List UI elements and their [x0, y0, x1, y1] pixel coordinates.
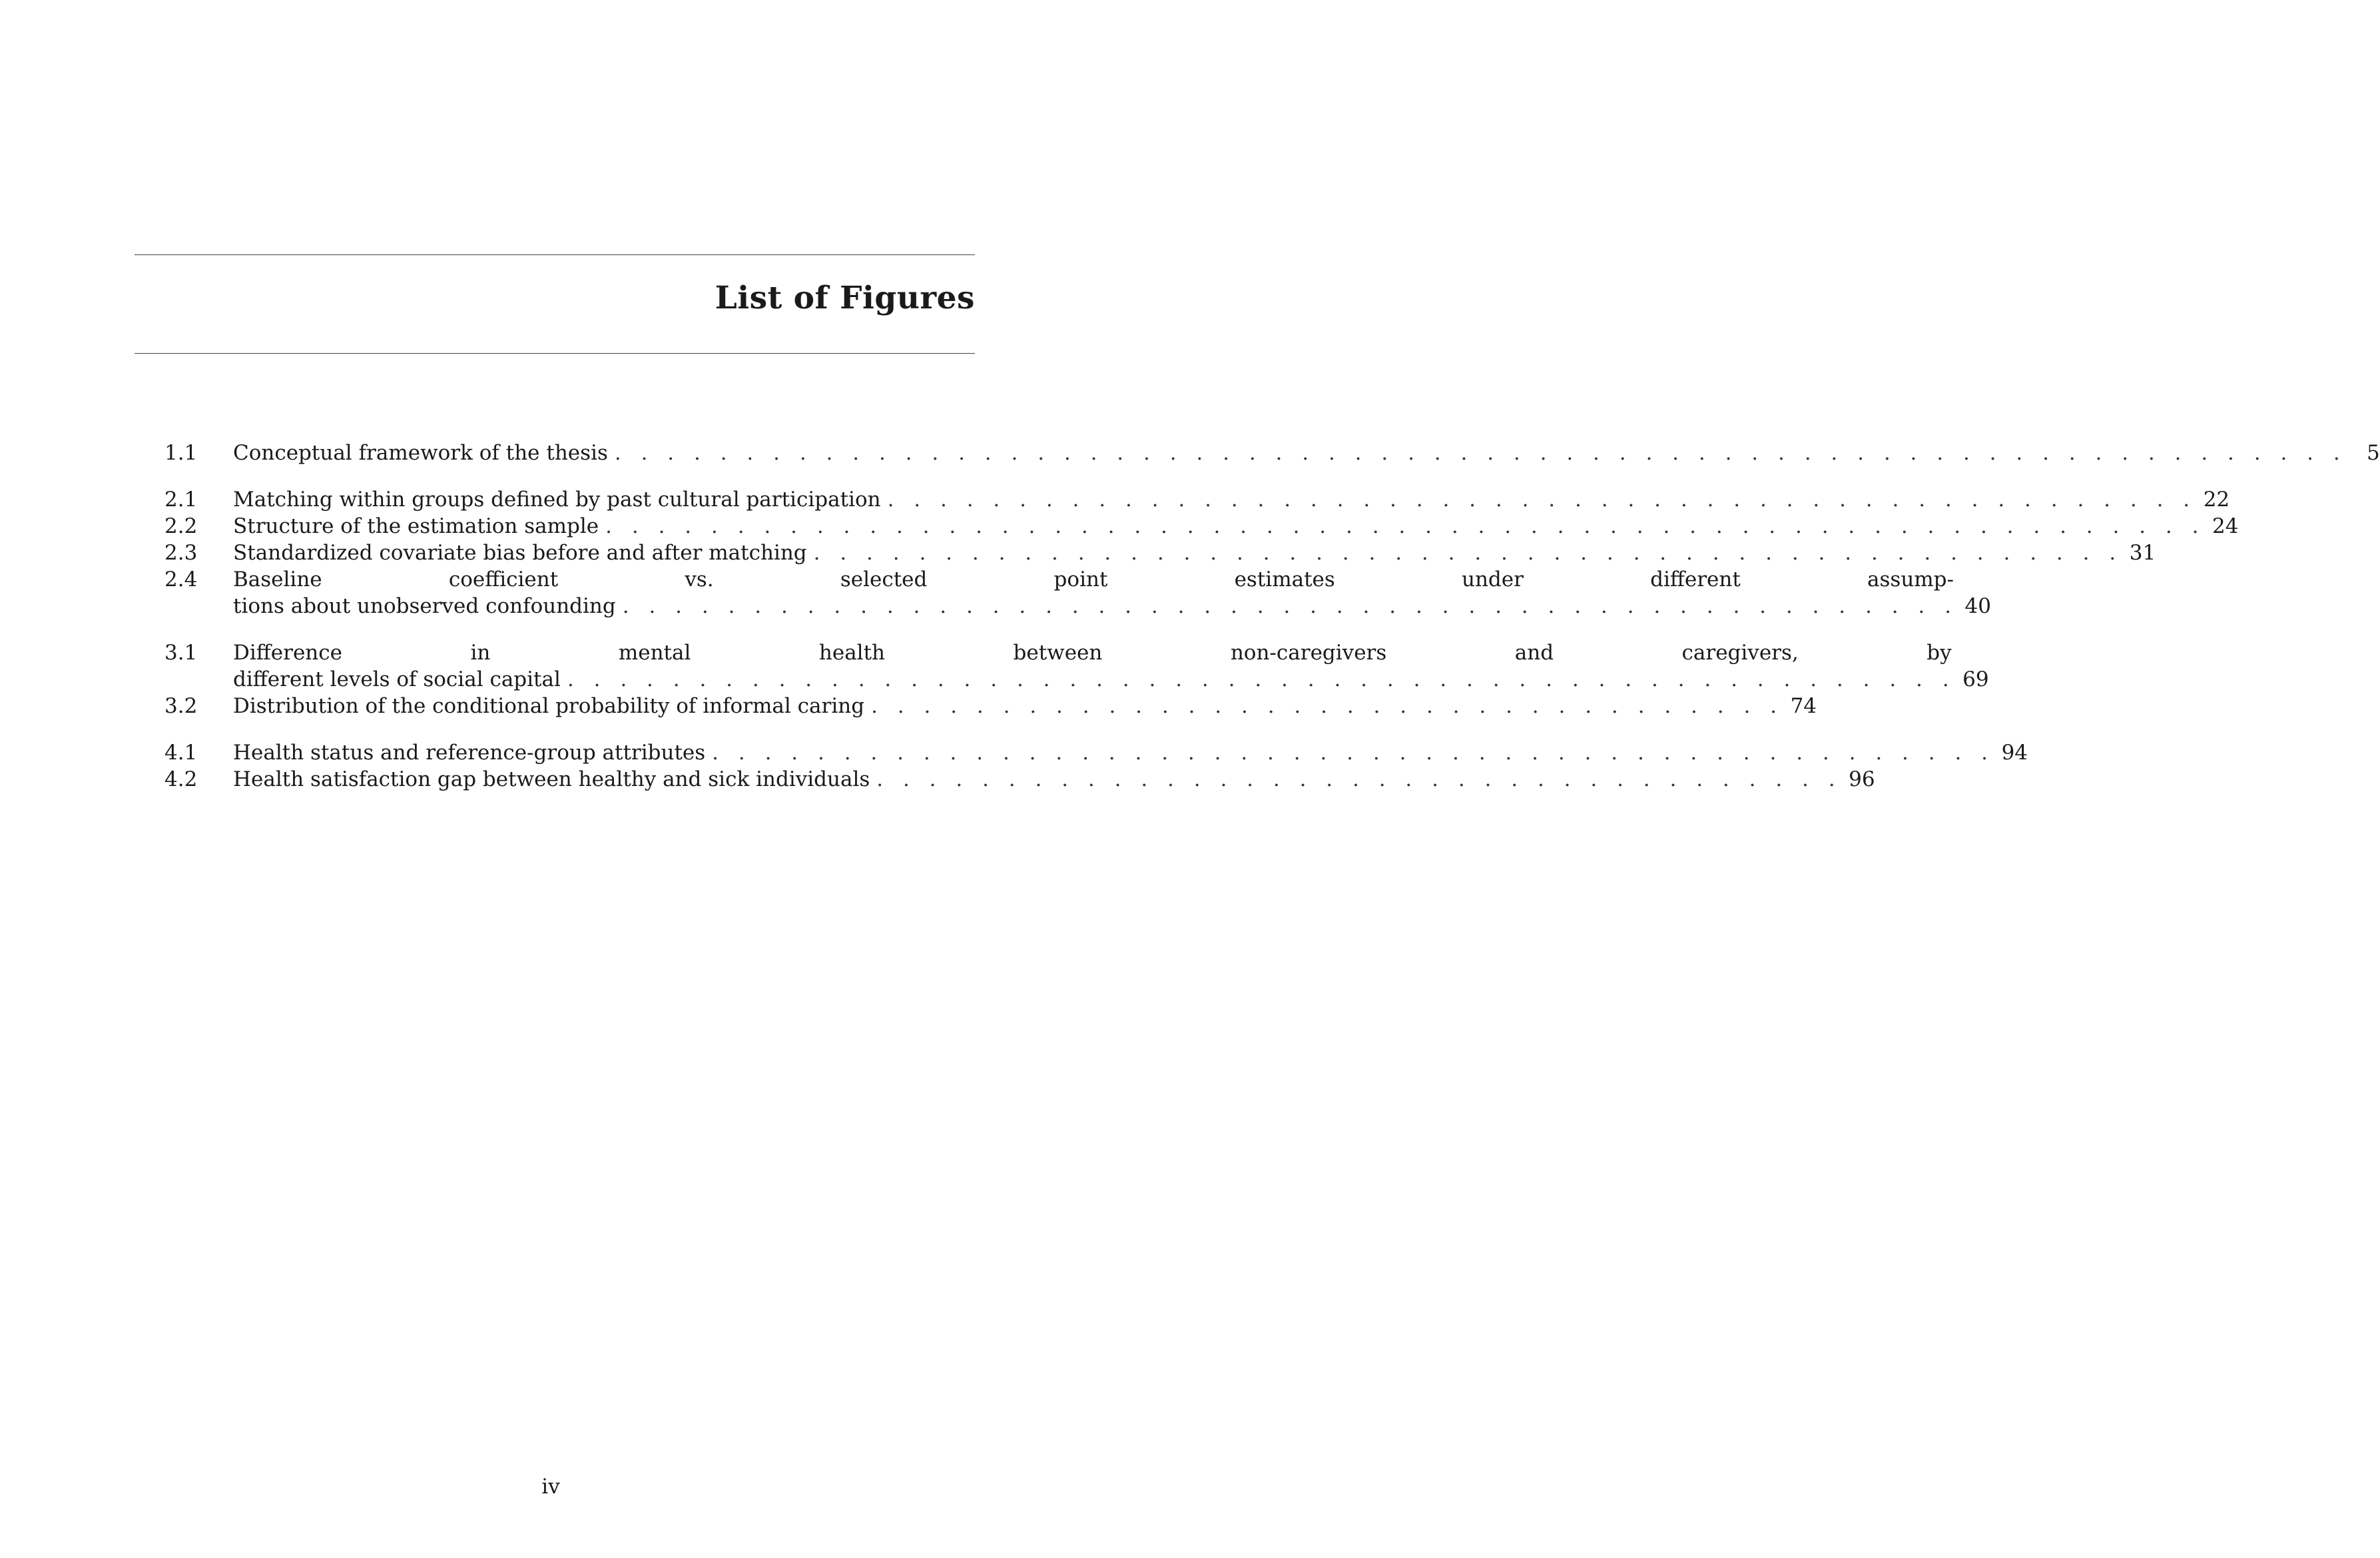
- figure-number: 2.1: [164, 488, 198, 512]
- figure-page-number: 69: [1962, 667, 1989, 691]
- leader-dots: . . . . . . . . . . . . . . . . . . . . . . . . . . . . . . . . . . . . . . . . . . . . . . . . . . . . .: [567, 667, 1956, 691]
- figure-caption-line-1: Difference in mental health between non-caregivers and caregivers, by: [233, 641, 1952, 665]
- leader-dots: . . . . . . . . . . . . . . . . . . . . . . . . . . . . . . . . . . . . . . . . . . . . . . . . . . .: [622, 594, 1958, 618]
- footer-page-number: iv: [541, 1475, 560, 1499]
- figure-caption: Health satisfaction gap between healthy and sick individuals: [233, 767, 870, 791]
- figure-caption: Conceptual framework of the thesis: [233, 441, 608, 465]
- figure-number: 3.2: [164, 694, 198, 718]
- figure-entry[interactable]: [164, 693, 1817, 719]
- figure-caption: Matching within groups defined by past cultural participation: [233, 488, 881, 512]
- figure-page-number: 31: [2129, 541, 2156, 565]
- figure-number: 2.2: [164, 514, 198, 538]
- figure-entry[interactable]: [164, 739, 2028, 766]
- figure-caption-line-2: different levels of social capital: [233, 667, 561, 691]
- figure-number: 3.1: [164, 641, 198, 665]
- leader-dots: . . . . . . . . . . . . . . . . . . . . . . . . . . . . . . . . . . .: [871, 694, 1784, 718]
- figure-number: 2.3: [164, 541, 198, 565]
- figure-number: 2.4: [164, 568, 198, 591]
- figure-group-chapter-1: [164, 440, 2380, 466]
- figure-page-number: 24: [2212, 514, 2239, 538]
- figure-number: 1.1: [164, 441, 198, 465]
- figure-page-number: 22: [2203, 488, 2230, 512]
- leader-dots: . . . . . . . . . . . . . . . . . . . . . . . . . . . . . . . . . . . . . . . . . . . . . . . . . .: [813, 541, 2123, 565]
- figure-caption: Distribution of the conditional probability of informal caring: [233, 694, 865, 718]
- top-rule: [135, 254, 975, 255]
- page-title: List of Figures: [715, 280, 975, 316]
- figure-entry[interactable]: [164, 566, 1991, 619]
- figure-entry[interactable]: [164, 440, 2380, 466]
- figure-caption: Structure of the estimation sample: [233, 514, 599, 538]
- figure-page-number: 5: [2367, 441, 2380, 465]
- figure-caption-line-2: tions about unobserved confounding: [233, 594, 616, 618]
- figure-entry[interactable]: [164, 486, 2230, 513]
- figure-number: 4.1: [164, 741, 198, 765]
- figure-caption: Standardized covariate bias before and after matching: [233, 541, 807, 565]
- bottom-rule: [135, 353, 975, 354]
- figure-page-number: 94: [2001, 741, 2028, 765]
- leader-dots: . . . . . . . . . . . . . . . . . . . . . . . . . . . . . . . . . . . . . . . . . . . . . . . . .: [712, 741, 1995, 765]
- figure-number: 4.2: [164, 767, 198, 791]
- figure-entry[interactable]: [164, 513, 2239, 540]
- figure-page-number: 96: [1849, 767, 1875, 791]
- figure-group-chapter-2: [164, 486, 2239, 619]
- figure-entry[interactable]: [164, 766, 1875, 793]
- figure-group-chapter-4: [164, 739, 2028, 793]
- leader-dots: . . . . . . . . . . . . . . . . . . . . . . . . . . . . . . . . . . . . . . . . . . . . . . . . . . . . . . . . . . . . .: [605, 514, 2206, 538]
- figure-caption-line-1: Baseline coefficient vs. selected point estimates under different assump-: [233, 568, 1954, 591]
- leader-dots: . . . . . . . . . . . . . . . . . . . . . . . . . . . . . . . . . . . . . . . . . . . . . . . . . . . . . . . . . . . . . . . . . .: [614, 441, 2347, 465]
- leader-dots: . . . . . . . . . . . . . . . . . . . . . . . . . . . . . . . . . . . . .: [876, 767, 1842, 791]
- figure-list: [164, 440, 2380, 813]
- figure-group-chapter-3: [164, 639, 1989, 719]
- figure-entry[interactable]: [164, 540, 2156, 566]
- figure-page-number: 74: [1790, 694, 1817, 718]
- figure-page-number: 40: [1964, 594, 1991, 618]
- figure-caption: Health status and reference-group attributes: [233, 741, 706, 765]
- leader-dots: . . . . . . . . . . . . . . . . . . . . . . . . . . . . . . . . . . . . . . . . . . . . . . . . . .: [887, 488, 2197, 512]
- figure-entry[interactable]: [164, 639, 1989, 693]
